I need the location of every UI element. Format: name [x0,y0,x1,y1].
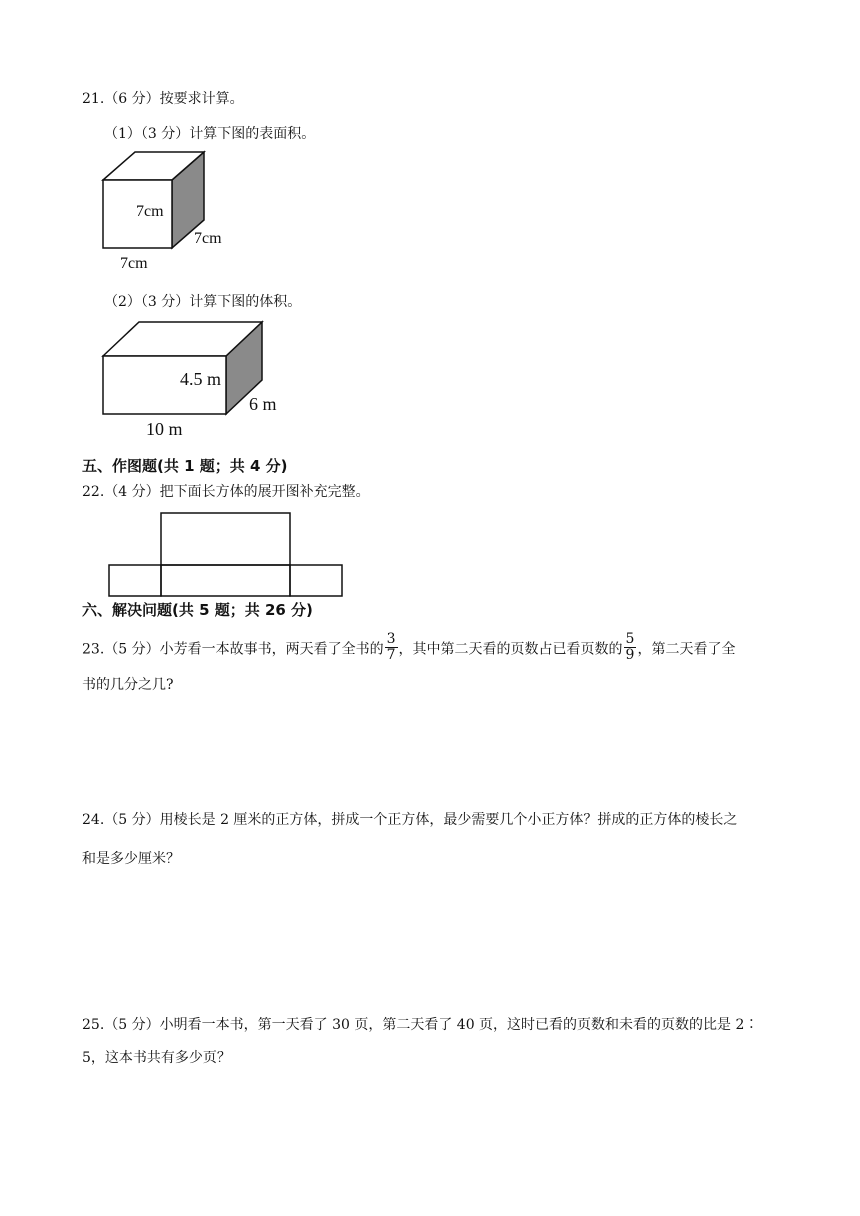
cuboid-height-label: 4.5 m [180,369,222,389]
q22-text: 22.（4 分）把下面长方体的展开图补充完整。 [82,484,370,500]
q25-line2: 5，这本书共有多少页？ [82,1050,231,1066]
fraction-numerator: 3 [386,631,396,647]
section6-title: 六、解决问题(共 5 题；共 26 分) [82,601,313,619]
q21-part2: （2）（3 分）计算下图的体积。 [104,294,302,310]
cube-height-label: 7cm [136,203,164,220]
q23-line1 [82,631,736,665]
cuboid-figure [96,316,296,441]
net-right-face [290,565,342,596]
net-center-face [161,565,290,596]
q23-text-b: ，其中第二天看的页数占已看页数的 [398,641,623,658]
fraction-denominator: 7 [386,647,396,663]
cube-figure [96,148,246,273]
cuboid-length-label: 10 m [146,419,183,439]
cuboid-net-figure [104,509,349,601]
q23-line2: 书的几分之几? [82,677,174,693]
q23-text-a: 23.（5 分）小芳看一本故事书，两天看了全书的 [82,641,384,658]
q23-fraction-5-9 [624,632,637,663]
cuboid-depth-label: 6 m [249,394,277,414]
fraction-numerator: 5 [625,631,635,647]
fraction-denominator: 9 [625,647,635,663]
q24-line2: 和是多少厘米？ [82,851,180,867]
q21-title: 21.（6 分）按要求计算。 [82,91,244,107]
cube-depth-label: 7cm [194,230,222,247]
cube-width-label: 7cm [120,255,148,272]
q23-fraction-3-7 [385,632,398,663]
q21-part1: （1）（3 分）计算下图的表面积。 [104,126,316,142]
net-left-face [109,565,161,596]
section5-title: 五、作图题(共 1 题；共 4 分) [82,457,288,475]
q25-line1: 25.（5 分）小明看一本书，第一天看了 30 页，第二天看了 40 页，这时已看的页数和未看的页数的比是 2∶ [82,1017,759,1033]
q24-line1: 24.（5 分）用棱长是 2 厘米的正方体，拼成一个正方体，最少需要几个小正方体？拼成的正方体的棱长之 [82,812,738,828]
net-top-face [161,513,290,565]
q23-text-c: ，第二天看了全 [637,641,736,658]
